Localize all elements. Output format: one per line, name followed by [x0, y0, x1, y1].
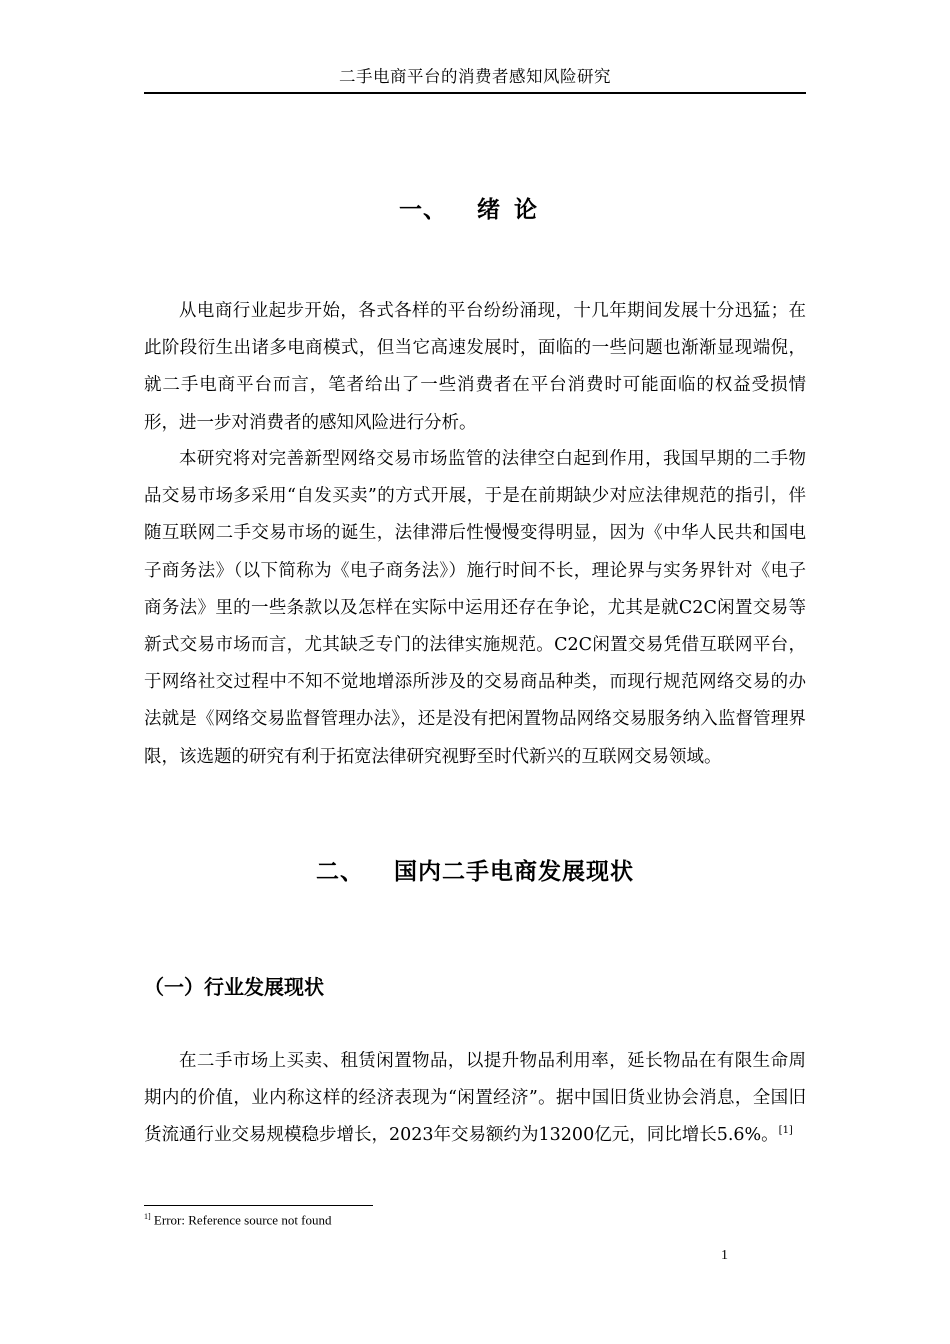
footnote-text: Error: Reference source not found — [153, 1212, 332, 1228]
chapter-heading-1 — [144, 191, 806, 224]
citation-marker[interactable]: [1] — [778, 1125, 793, 1137]
chapter-title: 国内二手电商发展现状 — [394, 859, 634, 885]
footnote-divider — [144, 1205, 373, 1206]
footnote-marker: 1] — [144, 1212, 151, 1221]
body-paragraph: 本研究将对完善新型网络交易市场监管的法律空白起到作用，我国早期的二手物品交易市场多采用“自发买卖”的方式开展，于是在前期缺少对应法律规范的指引，伴随互联网二手交易市场的诞生，法律滞后性慢慢变得明显，因为《中华人民共和国电子商务法》（以下简称为《电子商务法》）施行时间不长，理论界与实务界针对《电子商务法》里的一些条款以及怎样在实际中运用还存在争论，尤其是就C2C闲置交易等新式交易市场而言，尤其缺乏专门的法律实施规范。C2C闲置交易凭借互联网平台，于网络社交过程中不知不觉地增添所涉及的交易商品种类，而现行规范网络交易的办法就是《网络交易监督管理办法》，还是没有把闲置物品网络交易服务纳入监督管理界限，该选题的研究有利于拓宽法律研究视野至时代新兴的互联网交易领域。 — [144, 449, 806, 767]
section-heading: （一）行业发展现状 — [144, 975, 324, 999]
chapter-title: 绪论 — [477, 197, 551, 223]
chapter-heading-2 — [144, 853, 806, 886]
chapter-number: 二、 — [316, 859, 364, 885]
body-paragraph — [144, 1043, 806, 1155]
paragraph-text: 在二手市场上买卖、租赁闲置物品，以提升物品利用率，延长物品在有限生命周期内的价值，业内称这样的经济表现为“闲置经济”。据中国旧货业协会消息，全国旧货流通行业交易规模稳步增长，2023年交易额约为13200亿元，同比增长5.6%。 — [144, 1051, 806, 1146]
body-paragraph: 从电商行业起步开始，各式各样的平台纷纷涌现，十几年期间发展十分迅猛；在此阶段衍生出诸多电商模式，但当它高速发展时，面临的一些问题也渐渐显现端倪，就二手电商平台而言，笔者给出了一些消费者在平台消费时可能面临的权益受损情形，进一步对消费者的感知风险进行分析。 — [144, 301, 806, 433]
chapter-number: 一、 — [399, 197, 447, 223]
page-number: 1 — [721, 1248, 728, 1263]
footnote — [144, 1212, 332, 1228]
running-header: 二手电商平台的消费者感知风险研究 — [144, 62, 806, 94]
